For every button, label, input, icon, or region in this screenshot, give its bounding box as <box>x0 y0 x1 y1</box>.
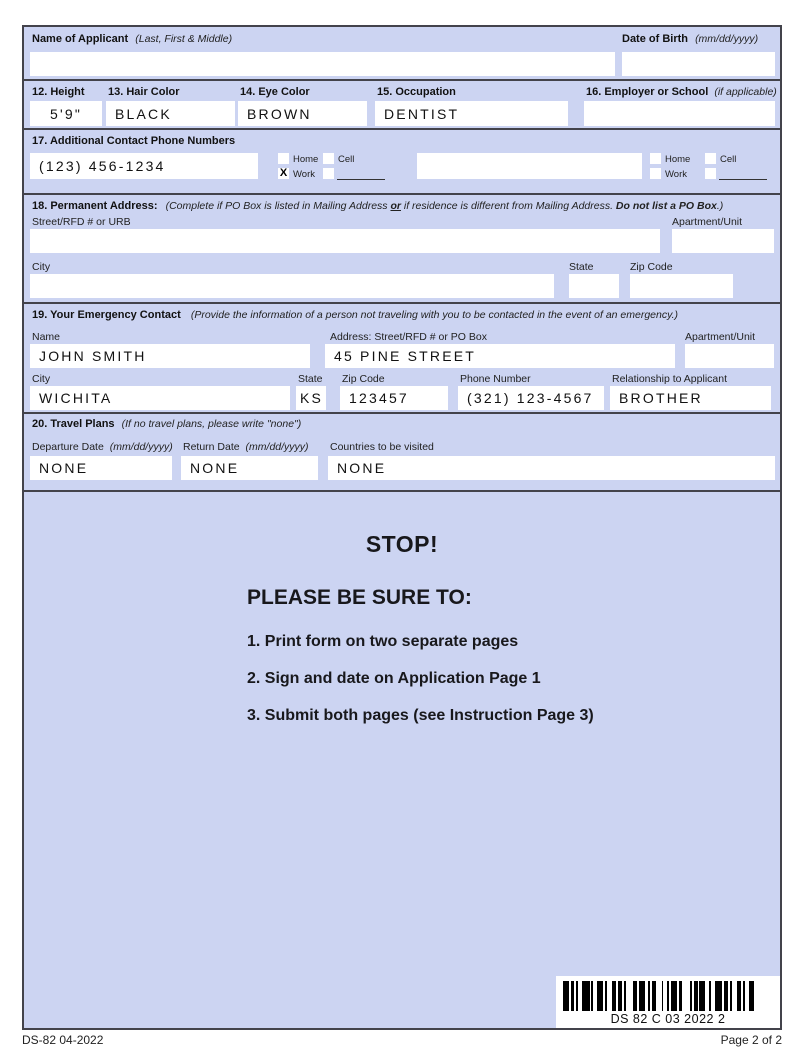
occupation-label: 15. Occupation <box>377 86 456 98</box>
return-label-hint: (mm/dd/yyyy) <box>245 441 309 453</box>
phone2-work-label: Work <box>665 169 687 180</box>
hint-or: or <box>390 200 401 212</box>
ec-address-label: Address: Street/RFD # or PO Box <box>330 331 487 343</box>
return-label-text: Return Date <box>183 441 240 453</box>
phone1-other-line <box>337 179 385 180</box>
ec-phone-label: Phone Number <box>460 373 531 385</box>
emergency-contact-header <box>32 309 678 321</box>
ec-city-label: City <box>32 373 51 385</box>
ec-zip-input[interactable] <box>340 386 448 410</box>
permanent-address-hint <box>166 200 724 212</box>
name-of-applicant-label <box>32 33 232 45</box>
phone1-work-label: Work <box>293 169 315 180</box>
hint-part1: (Complete if PO Box is listed in Mailing Address <box>165 200 391 212</box>
name-label-hint: (Last, First & Middle) <box>135 33 233 45</box>
employer-label-hint: (if applicable) <box>714 86 777 98</box>
eye-color-input[interactable] <box>238 101 367 126</box>
phone2-home-label: Home <box>665 154 691 165</box>
ec-state-input[interactable] <box>296 386 326 410</box>
emergency-header-hint: (Provide the information of a person not traveling with you to be contacted in the event of an emergency.) <box>190 309 678 321</box>
height-input[interactable] <box>30 101 102 126</box>
section-divider <box>22 302 782 304</box>
ec-phone-input[interactable] <box>458 386 604 410</box>
employer-input[interactable] <box>584 101 775 126</box>
stop-subtitle: PLEASE BE SURE TO: <box>247 586 472 609</box>
dob-label-text: Date of Birth <box>622 33 688 45</box>
section-divider <box>22 412 782 414</box>
perm-apt-input[interactable] <box>672 229 774 253</box>
ec-relationship-label: Relationship to Applicant <box>612 373 727 385</box>
countries-label: Countries to be visited <box>330 441 434 453</box>
hint-bold: Do not list a PO Box <box>615 200 717 212</box>
phone1-home-checkbox[interactable] <box>278 153 289 164</box>
travel-plans-header <box>32 418 301 430</box>
emergency-header-text: 19. Your Emergency Contact <box>32 309 181 321</box>
phone2-home-checkbox[interactable] <box>650 153 661 164</box>
applicant-name-input[interactable] <box>30 52 615 76</box>
section-divider <box>22 79 782 81</box>
perm-street-label: Street/RFD # or URB <box>32 216 131 228</box>
phone1-cell-checkbox[interactable] <box>323 153 334 164</box>
stop-item-3: 3. Submit both pages (see Instruction Page 3) <box>247 707 594 724</box>
stop-item-2: 2. Sign and date on Application Page 1 <box>247 670 541 687</box>
stop-title: STOP! <box>365 531 439 557</box>
departure-date-input[interactable] <box>30 456 172 480</box>
phone1-work-checkbox[interactable]: X <box>279 167 288 179</box>
barcode-text: DS 82 C 03 2022 2 <box>610 1012 726 1026</box>
ec-relationship-input[interactable] <box>610 386 771 410</box>
employer-label-text: 16. Employer or School <box>586 86 709 98</box>
departure-label <box>32 441 173 453</box>
section-divider <box>22 490 782 492</box>
ec-apt-label: Apartment/Unit <box>685 331 756 343</box>
barcode-box <box>556 976 780 1028</box>
dob-label <box>622 33 758 45</box>
stop-item-1: 1. Print form on two separate pages <box>247 633 519 650</box>
phone2-other-line <box>719 179 767 180</box>
phone2-cell-label: Cell <box>720 154 737 165</box>
departure-label-text: Departure Date <box>32 441 104 453</box>
hint-part3: .) <box>716 200 724 212</box>
phone1-other-checkbox[interactable] <box>323 168 334 179</box>
name-label-text: Name of Applicant <box>32 33 129 45</box>
perm-city-input[interactable] <box>30 274 554 298</box>
departure-label-hint: (mm/dd/yyyy) <box>109 441 173 453</box>
ec-address-input[interactable] <box>325 344 675 368</box>
return-date-input[interactable] <box>181 456 318 480</box>
section-divider <box>22 193 782 195</box>
return-label <box>183 441 309 453</box>
dob-label-hint: (mm/dd/yyyy) <box>695 33 759 45</box>
phone1-cell-label: Cell <box>338 154 355 165</box>
employer-label <box>586 86 777 98</box>
footer-form-number: DS-82 04-2022 <box>22 1033 104 1047</box>
perm-zip-input[interactable] <box>630 274 733 298</box>
permanent-address-header <box>32 200 723 212</box>
ec-city-input[interactable] <box>30 386 290 410</box>
ec-zip-label: Zip Code <box>342 373 385 385</box>
phone2-other-checkbox[interactable] <box>705 168 716 179</box>
phone2-cell-checkbox[interactable] <box>705 153 716 164</box>
countries-input[interactable] <box>328 456 775 480</box>
hair-color-label: 13. Hair Color <box>108 86 180 98</box>
perm-zip-label: Zip Code <box>630 261 673 273</box>
footer-page-number: Page 2 of 2 <box>720 1033 782 1047</box>
permanent-address-header-text: 18. Permanent Address: <box>32 200 158 212</box>
perm-state-input[interactable] <box>569 274 619 298</box>
phone1-input[interactable] <box>30 153 258 179</box>
perm-state-label: State <box>569 261 594 273</box>
eye-color-label: 14. Eye Color <box>240 86 310 98</box>
perm-city-label: City <box>32 261 51 273</box>
travel-header-hint: (If no travel plans, please write "none") <box>121 418 302 430</box>
additional-phones-header: 17. Additional Contact Phone Numbers <box>32 135 236 147</box>
perm-street-input[interactable] <box>30 229 660 253</box>
ec-apt-input[interactable] <box>685 344 774 368</box>
ec-state-label: State <box>298 373 323 385</box>
phone2-input[interactable] <box>417 153 642 179</box>
occupation-input[interactable] <box>375 101 568 126</box>
ec-name-label: Name <box>32 331 61 343</box>
dob-input[interactable] <box>622 52 775 76</box>
ec-name-input[interactable] <box>30 344 310 368</box>
hair-color-input[interactable] <box>106 101 235 126</box>
barcode <box>563 981 769 1011</box>
section-divider <box>22 128 782 130</box>
hint-part2: if residence is different from Mailing Address. <box>400 200 616 212</box>
perm-apt-label: Apartment/Unit <box>672 216 743 228</box>
travel-header-text: 20. Travel Plans <box>32 418 115 430</box>
phone1-home-label: Home <box>293 154 319 165</box>
phone2-work-checkbox[interactable] <box>650 168 661 179</box>
height-label: 12. Height <box>32 86 85 98</box>
